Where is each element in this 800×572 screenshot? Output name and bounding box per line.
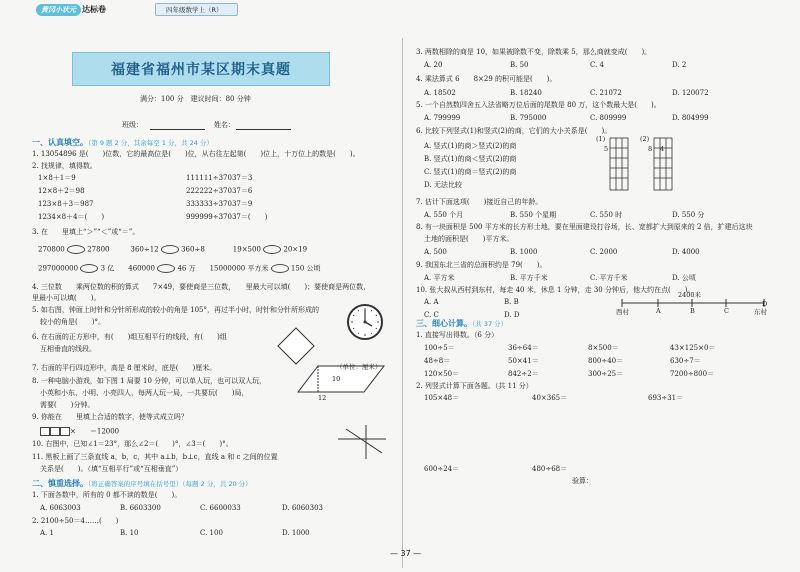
option[interactable]: B. 6603300 [120,504,161,512]
digit-box[interactable] [50,427,60,436]
option[interactable]: B. 竖式(1)的商＜竖式(2)的商 [424,155,517,163]
q1: 1. 13054896 是( )位数，它的最高位是( )位，从右往左起第( )位上，十万位上的数是( )。 [32,150,360,158]
q3-row-1: 270800 27800 360÷12 360÷8 19×500 20×19 [38,245,308,254]
q2-item: 12×8＋2＝98 [38,187,85,195]
q6-line-2: 互相垂直的线段。 [40,345,96,353]
calc-1: 1. 直接写出得数。（6 分） [416,331,499,339]
option[interactable]: C. 竖式(1)的商＝竖式(2)的商 [424,168,517,176]
brand-label: 达标卷 [82,5,106,14]
q8-line-1: 8. 一种电脑小游戏，如下图 1 局要 10 分钟，可以单人玩，也可以双人玩， [32,377,267,385]
calc-item: 40×365＝ [532,394,568,402]
calc-item: 48÷8＝ [424,357,451,365]
option[interactable]: B. 550 个星期 [510,211,557,219]
calc-item: 7200÷800＝ [670,370,715,378]
west-village: 西村 [616,308,629,316]
q2-item: 222222÷37037＝6 [186,187,253,195]
option[interactable]: B. 50 [510,61,529,69]
option[interactable]: C. 6600033 [200,504,241,512]
option[interactable]: B. 平方千米 [510,274,548,282]
east-village: 东村 [754,308,767,316]
side-12: 12 [318,394,327,402]
option[interactable]: D. 4000 [672,248,700,256]
distance-label: 2400米 [678,291,702,299]
calc-item: 693÷31＝ [648,394,684,402]
option[interactable]: D. 2 [672,61,687,69]
option[interactable]: D. 1000 [282,529,310,537]
class-line[interactable] [150,129,205,130]
fig-digit: 8 [648,145,653,153]
q7: 7. 右面的平行四边形中，高是 8 厘米时，底是( )厘米。 [32,364,217,372]
grade-badge: 四年级数学上（R） [155,3,238,16]
point-b: B [690,307,695,315]
option[interactable]: C. 100 [200,529,223,537]
option[interactable]: C. 809999 [590,114,627,122]
calc-item: 630÷7＝ [670,357,701,365]
option[interactable]: A. 20 [424,61,443,69]
calc-2: 2. 列竖式计算下面各题。（共 11 分） [416,382,533,390]
page-number: — 37 — [390,549,422,558]
digit-box[interactable] [60,427,70,436]
page-title: 福建省福州市某区期末真题 [111,62,291,78]
option[interactable]: D. 6060303 [282,504,323,512]
name-line[interactable] [236,129,291,130]
calc-item: 600÷24＝ [424,465,460,473]
q9-equation: × ＝12000 [40,427,119,437]
q2-item: 333333÷37037＝9 [186,200,253,208]
compare-circle[interactable] [67,245,85,254]
option[interactable]: C. 21072 [590,89,622,97]
q10-right: 10. 张大叔从西村到东村，每走 40 米，休息 1 分钟，走 30 分钟后，他大约在点( )。 [416,286,695,294]
calc-item: 105×48＝ [424,394,460,402]
option[interactable]: B. 10 [120,529,139,537]
fig-digit: 5 [604,145,609,153]
option[interactable]: C. 2000 [590,248,618,256]
option[interactable]: C. C [424,311,439,319]
q11-line-1: 11. 黑板上画了三条直线 a，b，c，其中 a⊥b，b⊥c，直线 a 和 c 之间的位置 [32,453,278,461]
q12: 1. 下面各数中，所有的 0 都不读的数是( )。 [32,491,182,499]
option[interactable]: A. 550 个月 [424,211,464,219]
compare-circle[interactable] [271,264,289,273]
compare-circle[interactable] [80,264,98,273]
q2: 2. 找规律，填得数。 [32,162,97,170]
side-10: 10 [332,375,341,383]
calc-item: 43×125×0＝ [670,344,716,352]
q9-right: 9. 我国东北三省的总面积约是 79( )。 [416,261,547,269]
brand-logo: 黄冈小状元 [36,4,81,16]
fig-label-2: (2) [640,135,650,143]
fig-digit: 4 [660,145,665,153]
unit-label: （单位：厘米） [336,363,382,371]
option[interactable]: D. 804999 [672,114,709,122]
digit-box[interactable] [40,427,50,436]
point-a: A [656,307,661,315]
calc-item: 120×50＝ [424,370,460,378]
option[interactable]: D. D [504,311,520,319]
clock-figure [347,304,383,340]
section-1-title: 一、认真填空。（第 9 题 2 分，其余每空 1 分，共 24 分） [32,138,213,147]
calc-item: 480÷68＝ [532,465,568,473]
q4-right: 4. 乘法算式 6 8×29 的积可能是( )。 [416,75,557,83]
option[interactable]: A. 6063003 [40,504,81,512]
column-divider [402,38,403,568]
option[interactable]: D. 550 分 [672,211,705,219]
option[interactable]: D. 120072 [672,89,709,97]
calc-item: 36÷64＝ [508,344,539,352]
calc-item: 842÷2＝ [508,370,539,378]
option[interactable]: B. 1000 [510,248,538,256]
option[interactable]: B. 18240 [510,89,542,97]
compare-circle[interactable] [157,264,175,273]
option[interactable]: B. B [504,298,519,306]
q9: 9. 你能在 里填上合适的数字，使等式成立吗？ [32,413,188,421]
q8-right-2: 土地的面积是( )平方米。 [424,235,514,243]
section-2-title: 二、慎重选择。（将正确答案的序号填在括号里）（每题 2 分，共 20 分） [32,479,252,488]
q8-line-2: 小英和小东、小明、小亮四人，每两人玩一局，一共要玩( )局， [40,389,249,397]
fig-label-1: (1) [596,135,606,143]
q2-item: 1234×8＋4＝( ) [38,213,105,221]
q6-right: 6. 比较下列竖式(1)和竖式(2)的商，它们的大小关系是( )。 [416,127,612,135]
q5-line-1: 5. 如右图，钟面上时针和分针所形成的较小的角是 105°，再过半小时，时针和分针所形成的 [32,306,319,314]
option[interactable]: A. 799999 [424,114,461,122]
calc-item: 50×41＝ [508,357,539,365]
q2-item: 111111÷37037＝3 [186,174,253,182]
option[interactable]: A. A [424,298,439,306]
option[interactable]: A. 竖式(1)的商＞竖式(2)的商 [424,142,517,150]
option[interactable]: B. 795000 [510,114,547,122]
option[interactable]: D. 公顷 [672,274,696,282]
compare-circle[interactable] [263,245,281,254]
calc-item: 300÷25＝ [588,370,624,378]
q2-item: 999999÷37037＝( ) [186,213,268,221]
angle-figure [338,425,386,459]
q3-row-2: 297000000 3 亿 460000 46 万 15000000 平方米 150 公顷 [38,264,321,273]
point-d: D [762,300,768,308]
option[interactable]: C. 550 时 [590,211,623,219]
option[interactable]: A. 18502 [424,89,456,97]
compare-circle[interactable] [161,245,179,254]
q6-line-1: 6. 在右面的正方形中，有( )组互相平行的线段，有( )组 [32,333,227,341]
q5-line-2: 较小的角是( )°。 [40,318,105,326]
q8-line-3: 需要( )分钟。 [40,401,95,409]
section-3-title: 三、细心计算。（共 37 分） [416,319,508,328]
division-figure [596,134,686,194]
q3-right: 3. 两数相除的商是 10，如果被除数不变，除数乘 5，那么商就变成( )。 [416,48,652,56]
option[interactable]: A. 500 [424,248,447,256]
name-label: 姓名： [214,121,235,129]
q2-item: 1×8＋1＝9 [38,174,76,182]
check-label: 验算： [572,477,593,485]
q13: 2. 2100÷50＝4……( ) [32,517,119,525]
option[interactable]: C. 4 [590,61,605,69]
q2-item: 123×8＋3＝987 [38,200,94,208]
title-banner [72,52,330,86]
option[interactable]: A. 平方米 [424,274,455,282]
calc-item: 8×500＝ [588,344,619,352]
q7-right: 7. 估计下面选项( )接近自己的年龄。 [416,198,543,206]
option[interactable]: C. 平方千米 [590,274,628,282]
q4: 4. 三位数 乘两位数的积的算式 7×49，要使商是三位数， 里最大可以填( )；要使商是两位数， 里最小可以填( )。 [32,283,381,302]
option[interactable]: D. 无法比较 [424,181,462,189]
q8-right-1: 8. 有一块面积是 500 平方米的长方形土地，要在里面建设打谷场，长、宽都扩大到原来的 2 倍，扩建后这块 [416,223,753,231]
q10: 10. 右图中，已知∠1＝23°，那么∠2＝( )°，∠3＝( )°。 [32,440,233,448]
q11-line-2: 关系是( )。（填“互相平行”或“互相垂直”） [40,465,183,473]
option[interactable]: A. 1 [40,529,54,537]
clock-icon [349,306,381,338]
calc-item: 800÷40＝ [588,357,624,365]
class-label: 班级： [122,121,143,129]
q3: 3. 在 里填上“＞”“＜”或“＝”。 [32,228,140,236]
calc-item: 100÷5＝ [424,344,455,352]
q5-right: 5. 一个自然数四舍五入法省略万位后面的尾数是 80 万，这个数最大是( )。 [416,101,661,109]
point-c: C [724,307,729,315]
exam-meta: 满分：100 分 建议时间：80 分钟 [140,95,251,103]
